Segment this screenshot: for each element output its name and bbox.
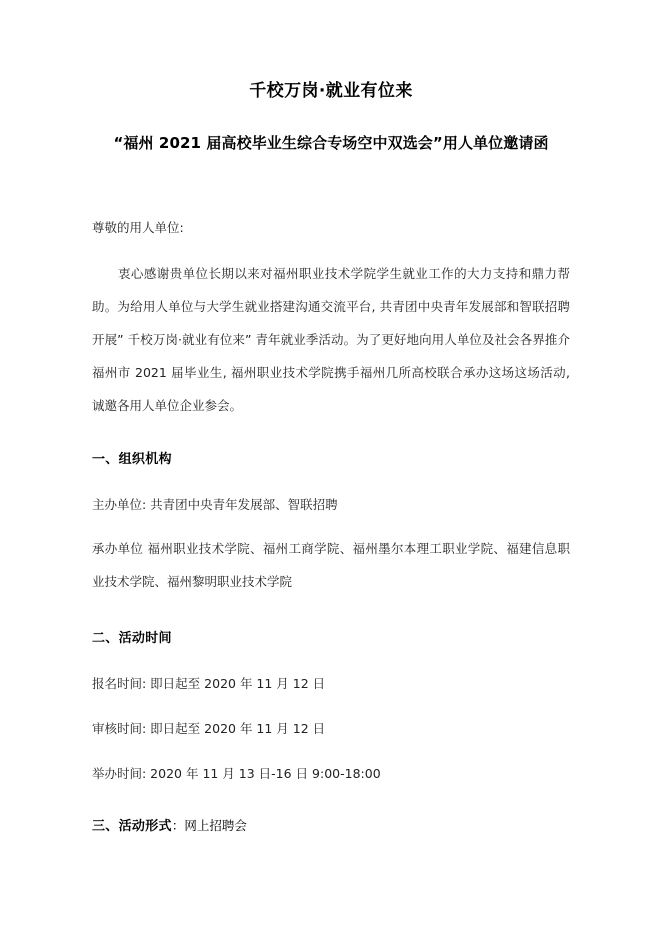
coorganizer-line: 承办单位 福州职业技术学院、福州工商学院、福州墨尔本理工职业学院、福建信息职业技术学院、福州黎明职业技术学院	[92, 541, 570, 589]
event-time-line: 举办时间: 2020 年 11 月 13 日-16 日 9:00-18:00	[92, 766, 381, 781]
section-heading-format-label: 三、活动形式	[92, 819, 172, 834]
review-time-line: 审核时间: 即日起至 2020 年 11 月 12 日	[92, 721, 326, 736]
section-heading-format	[92, 785, 570, 838]
page-title: 千校万岗·就业有位来	[249, 81, 413, 101]
section-heading-schedule: 二、活动时间	[92, 631, 172, 646]
intro-paragraph: 衷心感谢贵单位长期以来对福州职业技术学院学生就业工作的大力支持和鼎力帮助。为给用人单位与大学生就业搭建沟通交流平台, 共青团中央青年发展部和智联招聘开展” 千校万岗·就业有位来” 青年就业季活动。为了更好地向用人单位及社会各界推介福州市 2021 届毕业生, 福州职业技术学院携手福州几所高校联合承办这场这场活动, 诚邀各用人单位企业参会。	[92, 266, 570, 413]
section-heading-organization: 一、组织机构	[92, 452, 172, 467]
host-organization-line: 主办单位: 共青团中央青年发展部、智联招聘	[92, 497, 338, 512]
document-content	[92, 0, 570, 838]
registration-time-line: 报名时间: 即日起至 2020 年 11 月 12 日	[92, 676, 326, 691]
activity-format-value: ：网上招聘会	[171, 818, 247, 833]
page-subtitle: “福州 2021 届高校毕业生综合专场空中双选会”用人单位邀请函	[113, 134, 549, 152]
salutation: 尊敬的用人单位:	[92, 220, 184, 235]
